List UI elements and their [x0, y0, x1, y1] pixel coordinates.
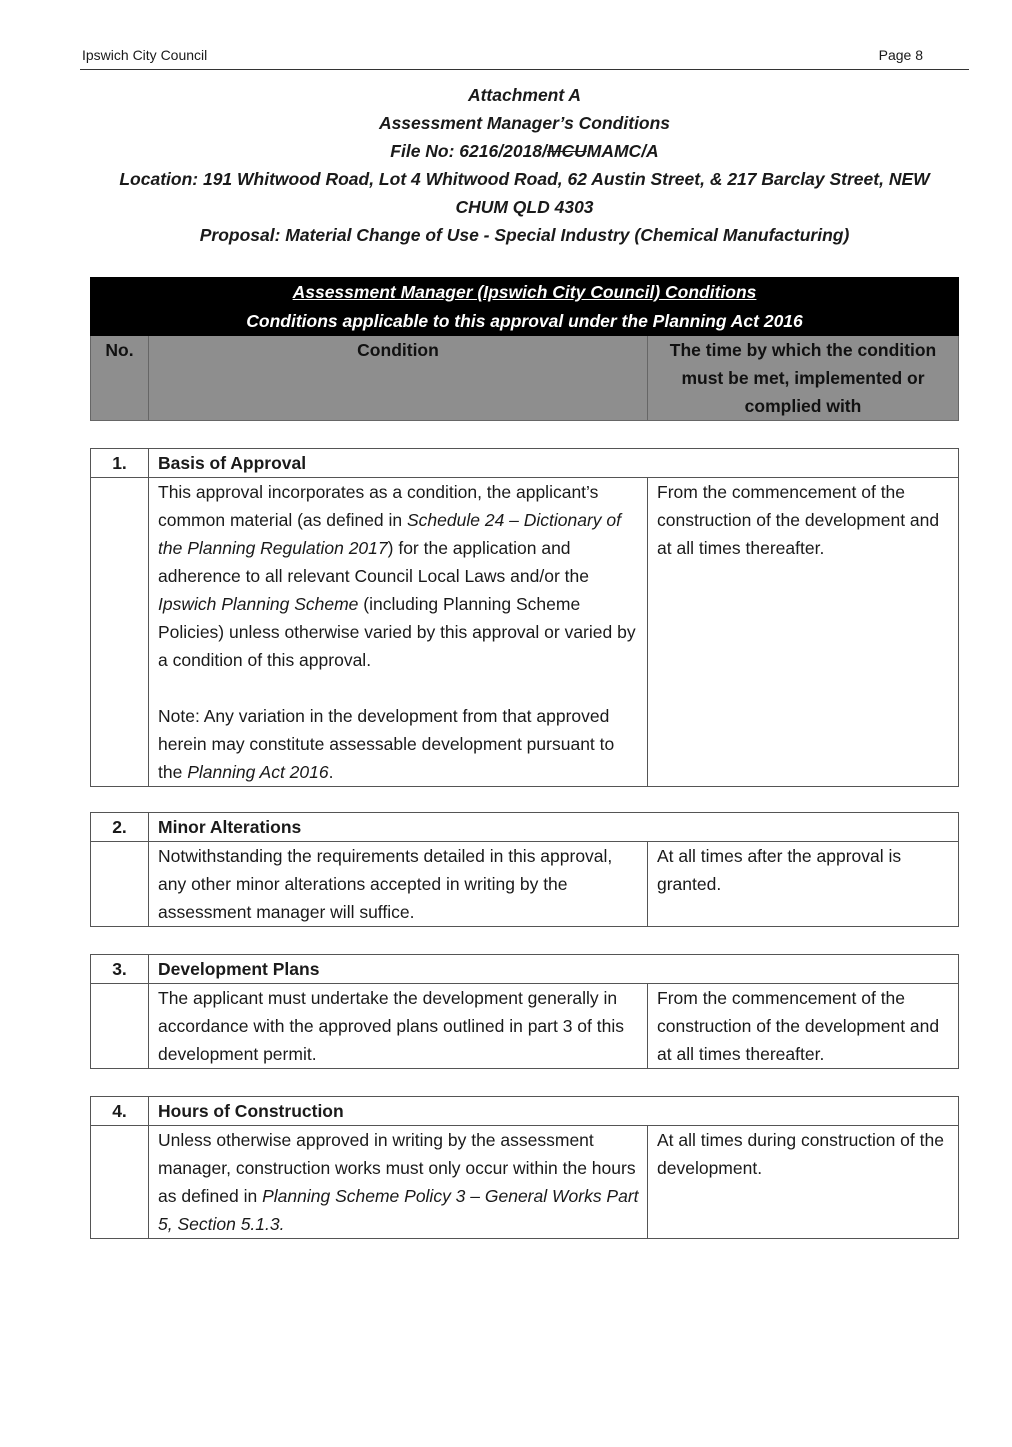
conditions-header-table — [90, 277, 959, 421]
body-text: ) for the application and adherence to all relevant Council Local Laws and/or the — [158, 538, 589, 586]
condition-number: 4. — [91, 1097, 149, 1126]
location-line-1: Location: 191 Whitwood Road, Lot 4 Whitwood Road, 62 Austin Street, & 217 Barclay Street, NEW — [119, 169, 930, 189]
conditions-title: Assessment Manager’s Conditions — [378, 113, 671, 133]
condition-table-4 — [90, 1096, 959, 1239]
condition-number: 2. — [91, 813, 149, 842]
condition-body — [149, 478, 648, 787]
body-italic-text: Ipswich Planning Scheme — [158, 594, 359, 614]
condition-timing: From the commencement of the construction of the development and at all times thereafter. — [648, 478, 959, 787]
condition-number: 1. — [91, 449, 149, 478]
column-header-time: The time by which the condition must be met, implemented or complied with — [648, 336, 959, 421]
empty-cell — [91, 984, 149, 1069]
empty-cell — [91, 842, 149, 927]
condition-title: Hours of Construction — [149, 1097, 959, 1126]
banner-assessment-manager — [91, 278, 959, 307]
file-number — [80, 137, 969, 165]
body-text: (including Planning Scheme Policies) unless otherwise varied by this approval or varied by a condition of this approval. — [158, 594, 636, 670]
note-italic-text: Planning Act 2016 — [187, 762, 329, 782]
condition-title: Minor Alterations — [149, 813, 959, 842]
page-header — [80, 45, 969, 70]
body-text: This approval incorporates as a condition, the applicant’s common material (as defined in — [158, 482, 599, 530]
body-text: Unless otherwise approved in writing by the assessment manager, construction works must only occur within the hours as defined in — [158, 1130, 636, 1206]
condition-timing: At all times during construction of the development. — [648, 1126, 959, 1239]
note-text: Note: Any variation in the development from that approved herein may constitute assessable development pursuant to the — [158, 706, 615, 782]
condition-title: Basis of Approval — [149, 449, 959, 478]
banner-1-text: Assessment Manager (Ipswich City Council) Conditions — [292, 282, 757, 302]
attachment-title: Attachment A — [467, 85, 582, 105]
condition-table-1 — [90, 448, 959, 787]
body-italic-text: Planning Scheme Policy 3 – General Works Part 5, Section 5.1.3. — [158, 1186, 639, 1234]
file-suffix: MAMC/A — [586, 141, 659, 161]
body-italic-text: Schedule 24 – Dictionary of the Planning Regulation 2017 — [158, 510, 622, 558]
file-struck-text: MCU — [546, 141, 587, 161]
condition-number: 3. — [91, 955, 149, 984]
column-header-no: No. — [91, 336, 149, 421]
location-line-2: CHUM QLD 4303 — [455, 197, 594, 217]
condition-body: The applicant must undertake the development generally in accordance with the approved plans outlined in part 3 of this development permit. — [149, 984, 648, 1069]
banner-planning-act: Conditions applicable to this approval under the Planning Act 2016 — [91, 307, 959, 336]
empty-cell — [91, 1126, 149, 1239]
column-header-condition: Condition — [149, 336, 648, 421]
file-prefix: File No: 6216/2018/ — [390, 141, 547, 161]
header-org: Ipswich City Council — [82, 47, 208, 63]
condition-timing: From the commencement of the construction of the development and at all times thereafter. — [648, 984, 959, 1069]
header-page-number: Page 8 — [878, 47, 923, 63]
condition-body: Notwithstanding the requirements detailed in this approval, any other minor alterations accepted in writing by the assessment manager will suffice. — [149, 842, 648, 927]
condition-table-2 — [90, 812, 959, 927]
empty-cell — [91, 478, 149, 787]
proposal: Proposal: Material Change of Use - Special Industry (Chemical Manufacturing) — [199, 225, 850, 245]
condition-table-3 — [90, 954, 959, 1069]
condition-timing: At all times after the approval is granted. — [648, 842, 959, 927]
condition-title: Development Plans — [149, 955, 959, 984]
condition-body — [149, 1126, 648, 1239]
document-titles — [80, 81, 969, 249]
note-end: . — [328, 762, 334, 782]
